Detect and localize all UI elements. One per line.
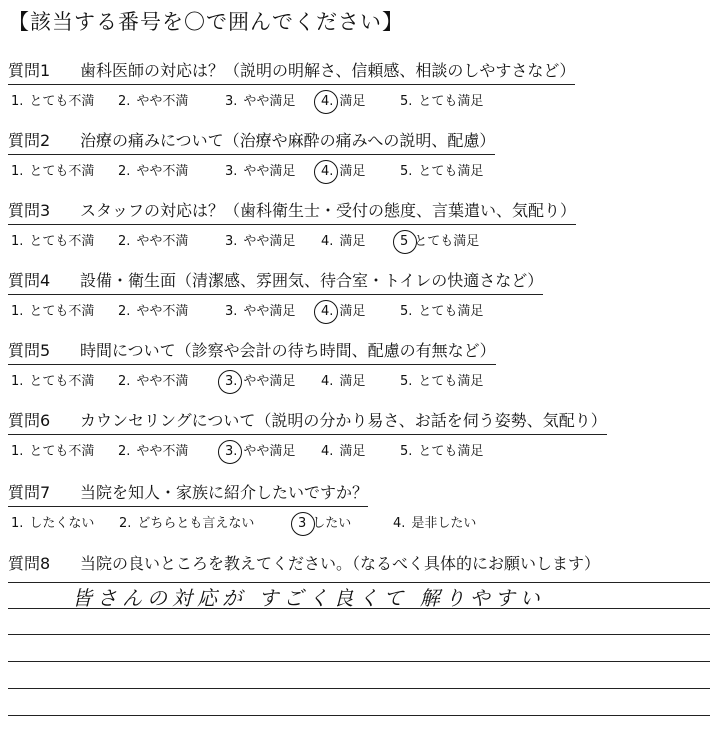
option-number: 3. — [225, 94, 238, 109]
answer-option[interactable] — [222, 440, 295, 459]
question-number: 質問8 — [8, 554, 51, 573]
answer-option[interactable] — [8, 300, 94, 319]
question-number: 質問6 — [8, 411, 51, 430]
option-label: どちらとも言えない — [137, 516, 255, 531]
answer-option[interactable] — [222, 300, 295, 319]
answer-option[interactable] — [397, 370, 483, 389]
answer-option[interactable] — [222, 160, 295, 179]
option-number: 4. — [321, 444, 334, 459]
option-label: とても不満 — [29, 374, 95, 389]
question-header — [8, 408, 607, 435]
option-number: 2. — [118, 164, 131, 179]
answer-option[interactable] — [222, 370, 295, 389]
answer-option[interactable] — [318, 90, 365, 109]
answer-option[interactable] — [390, 512, 476, 531]
option-number: 2. — [118, 94, 131, 109]
circled-option-number: 3. — [222, 374, 240, 389]
question-6 — [8, 408, 607, 458]
circled-option-number: 4. — [318, 164, 336, 179]
option-number: 2. — [118, 444, 131, 459]
answer-option[interactable] — [8, 512, 94, 531]
option-label: とても満足 — [418, 374, 484, 389]
answer-options — [8, 370, 496, 388]
circled-option-number: 4. — [318, 304, 336, 319]
option-label: 満足 — [339, 374, 366, 389]
answer-line — [8, 688, 710, 689]
answer-option[interactable] — [222, 230, 295, 249]
option-number: 1. — [11, 234, 24, 249]
option-number: 1. — [11, 516, 24, 531]
answer-option[interactable] — [116, 512, 254, 531]
answer-line — [8, 661, 710, 662]
form-title: 【該当する番号を〇で囲んでください】 — [8, 10, 404, 34]
answer-option[interactable] — [318, 440, 365, 459]
question-number: 質問1 — [8, 61, 51, 80]
question-number: 質問2 — [8, 131, 51, 150]
answer-option[interactable] — [295, 512, 351, 531]
option-number: 5. — [400, 304, 413, 319]
question-header — [8, 268, 543, 295]
answer-options — [8, 512, 477, 531]
option-number: 2. — [119, 516, 132, 531]
option-number: 4. — [321, 374, 334, 389]
question-text: 当院の良いところを教えてください。（なるべく具体的にお願いします） — [80, 554, 601, 573]
answer-options — [8, 230, 576, 248]
answer-option[interactable] — [115, 90, 188, 109]
question-header — [8, 128, 495, 155]
answer-line — [8, 608, 710, 609]
question-3 — [8, 198, 576, 248]
option-label: やや不満 — [136, 234, 189, 249]
option-label: 是非したい — [411, 516, 477, 531]
answer-option[interactable] — [397, 160, 483, 179]
option-label: したい — [312, 516, 352, 531]
question-7 — [8, 480, 477, 531]
option-label: やや満足 — [243, 444, 296, 459]
option-label: 満足 — [339, 164, 366, 179]
option-label: やや不満 — [136, 304, 189, 319]
option-label: とても満足 — [418, 94, 484, 109]
answer-option[interactable] — [397, 440, 483, 459]
answer-option[interactable] — [222, 90, 295, 109]
answer-option[interactable] — [397, 300, 483, 319]
question-number: 質問4 — [8, 271, 51, 290]
answer-option[interactable] — [115, 230, 188, 249]
option-label: とても満足 — [418, 164, 484, 179]
answer-option[interactable] — [8, 160, 94, 179]
handwritten-answer[interactable]: 皆さんの対応が すごく良くて 解りやすい — [72, 586, 545, 610]
circled-option-number: 3 — [295, 516, 309, 531]
option-label: やや満足 — [243, 94, 296, 109]
answer-options — [8, 440, 607, 458]
question-8-header — [8, 551, 600, 577]
option-number: 2. — [118, 304, 131, 319]
question-text: 時間について（診察や会計の待ち時間、配慮の有無など） — [80, 341, 496, 360]
answer-option[interactable] — [318, 300, 365, 319]
question-1 — [8, 58, 575, 108]
answer-line — [8, 634, 710, 635]
option-number: 1. — [11, 304, 24, 319]
option-label: とても満足 — [418, 444, 484, 459]
answer-option[interactable] — [115, 440, 188, 459]
circled-option-number: 3. — [222, 444, 240, 459]
option-label: やや不満 — [136, 164, 189, 179]
question-header — [8, 58, 575, 85]
answer-option[interactable] — [115, 300, 188, 319]
question-text: 歯科医師の対応は？（説明の明解さ、信頼感、相談のしやすさなど） — [80, 61, 576, 80]
question-8 — [8, 551, 600, 577]
answer-options — [8, 90, 575, 108]
answer-option[interactable] — [397, 230, 479, 249]
option-number: 1. — [11, 444, 24, 459]
answer-options — [8, 300, 543, 318]
option-label: 満足 — [339, 444, 366, 459]
option-number: 4. — [321, 234, 334, 249]
option-label: とても不満 — [29, 164, 95, 179]
answer-option[interactable] — [8, 230, 94, 249]
option-label: とても不満 — [29, 234, 95, 249]
option-label: とても不満 — [29, 444, 95, 459]
option-label: やや不満 — [136, 444, 189, 459]
option-label: したくない — [29, 516, 95, 531]
answer-options — [8, 160, 495, 178]
option-number: 1. — [11, 94, 24, 109]
option-label: やや満足 — [243, 304, 296, 319]
option-label: とても不満 — [29, 94, 95, 109]
question-header — [8, 480, 368, 507]
question-number: 質問7 — [8, 483, 51, 502]
question-header — [8, 338, 496, 365]
answer-option[interactable] — [318, 370, 365, 389]
option-number: 5. — [400, 164, 413, 179]
option-label: やや満足 — [243, 234, 296, 249]
option-label: とても満足 — [414, 234, 480, 249]
option-label: やや不満 — [136, 94, 189, 109]
question-text: 設備・衛生面（清潔感、雰囲気、待合室・トイレの快適さなど） — [80, 271, 544, 290]
option-label: 満足 — [339, 234, 366, 249]
option-number: 1. — [11, 374, 24, 389]
circled-option-number: 5 — [397, 234, 411, 249]
option-label: やや不満 — [136, 374, 189, 389]
answer-option[interactable] — [397, 90, 483, 109]
answer-option[interactable] — [8, 370, 94, 389]
question-text: カウンセリングについて（説明の分かり易さ、お話を伺う姿勢、気配り） — [80, 411, 607, 430]
option-label: やや満足 — [243, 374, 296, 389]
question-text: 治療の痛みについて（治療や麻酔の痛みへの説明、配慮） — [80, 131, 496, 150]
question-number: 質問3 — [8, 201, 51, 220]
answer-option[interactable] — [318, 160, 365, 179]
circled-option-number: 4. — [318, 94, 336, 109]
option-number: 3. — [225, 234, 238, 249]
answer-option[interactable] — [115, 370, 188, 389]
answer-option[interactable] — [318, 230, 365, 249]
answer-option[interactable] — [8, 90, 94, 109]
option-number: 2. — [118, 374, 131, 389]
option-label: 満足 — [339, 94, 366, 109]
answer-option[interactable] — [8, 440, 94, 459]
answer-option[interactable] — [115, 160, 188, 179]
option-label: 満足 — [339, 304, 366, 319]
option-number: 3. — [225, 304, 238, 319]
option-number: 2. — [118, 234, 131, 249]
option-number: 5. — [400, 444, 413, 459]
option-label: とても不満 — [29, 304, 95, 319]
answer-line — [8, 715, 710, 716]
question-4 — [8, 268, 543, 318]
option-number: 4. — [393, 516, 406, 531]
question-2 — [8, 128, 495, 178]
question-number: 質問5 — [8, 341, 51, 360]
option-number: 1. — [11, 164, 24, 179]
question-text: 当院を知人・家族に紹介したいですか？ — [80, 483, 369, 502]
question-5 — [8, 338, 496, 388]
option-number: 5. — [400, 374, 413, 389]
option-number: 5. — [400, 94, 413, 109]
question-text: スタッフの対応は？（歯科衛生士・受付の態度、言葉遣い、気配り） — [80, 201, 577, 220]
option-number: 3. — [225, 164, 238, 179]
question-header — [8, 198, 576, 225]
option-label: やや満足 — [243, 164, 296, 179]
option-label: とても満足 — [418, 304, 484, 319]
